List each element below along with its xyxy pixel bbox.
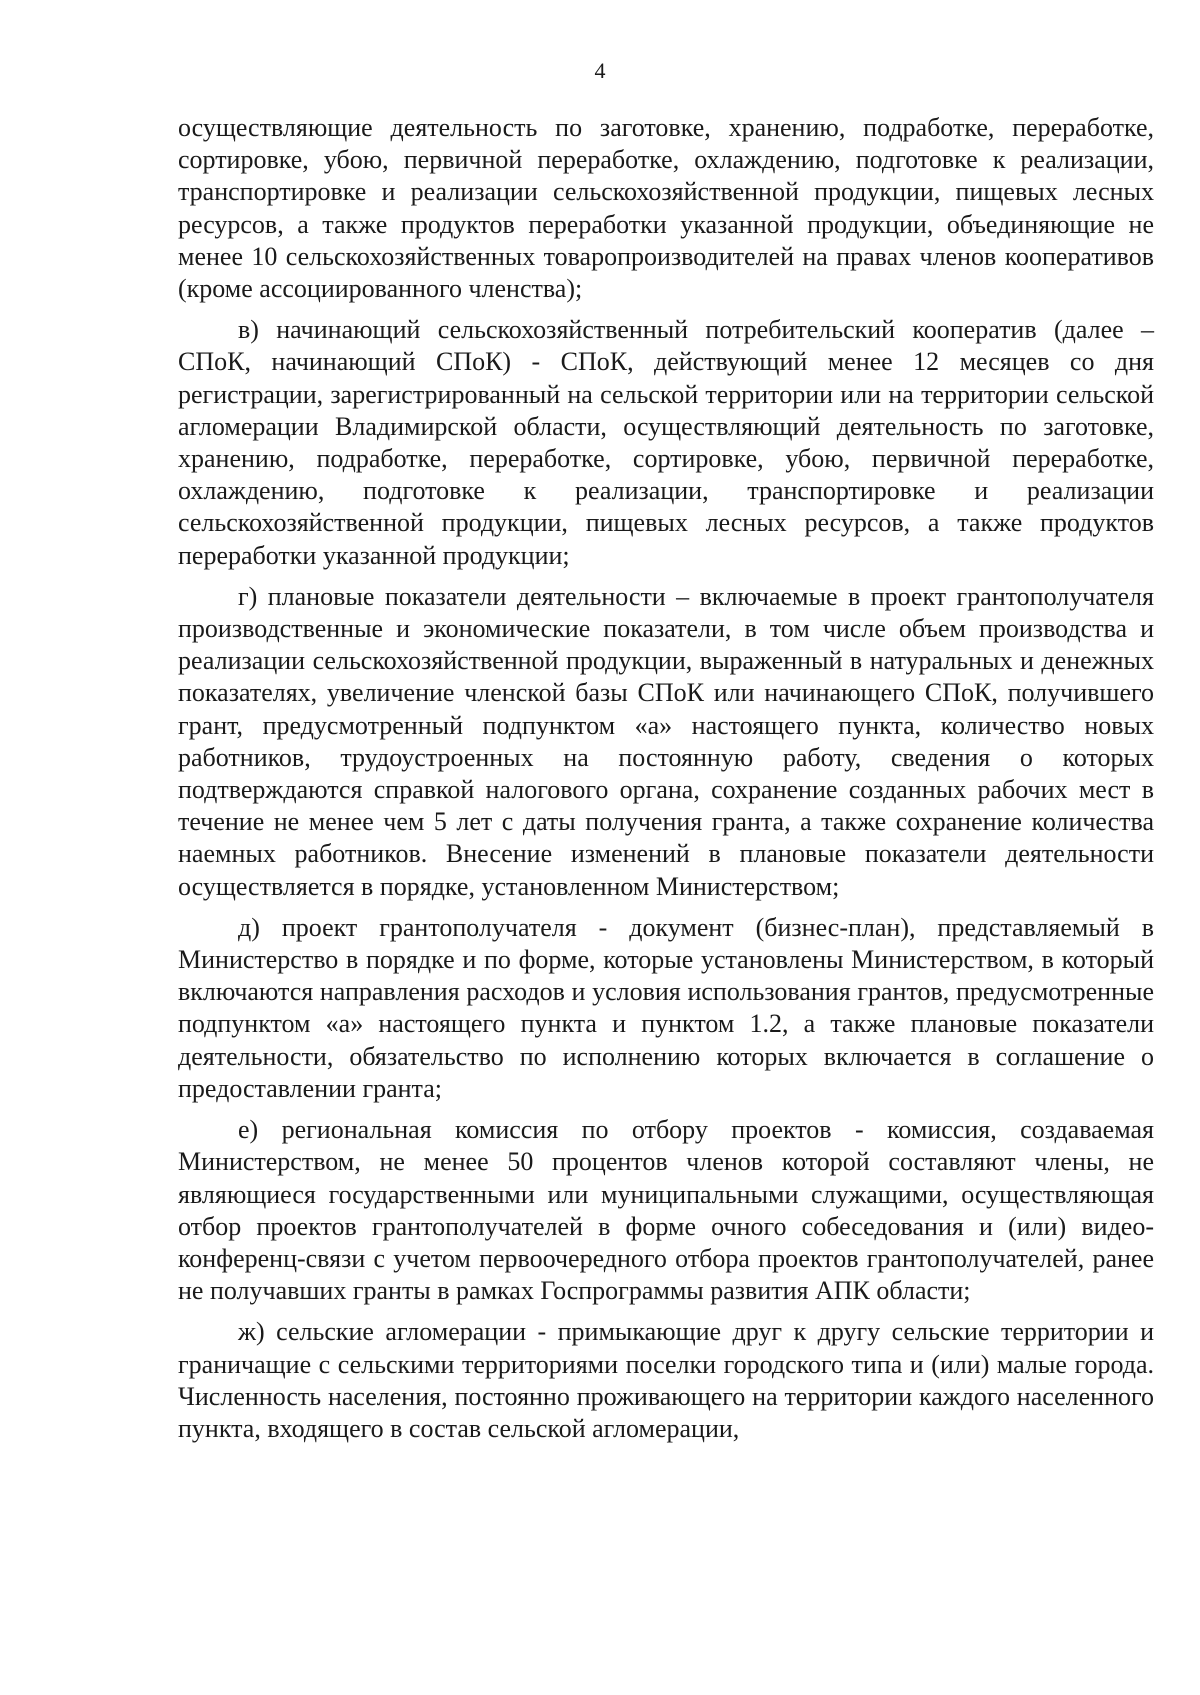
paragraph-item-e: е) региональная комиссия по отбору проектов - комиссия, создаваемая Министерством, не менее 50 процентов членов которой составляют члены, не являющиеся государственными или муниципальными служащими, осуществляющая отбор проектов грантополучателей в форме очного собеседования и (или) видео-конференц-связи с учетом первоочередного отбора проектов грантополучателей, ранее не получавших гранты в рамках Госпрограммы развития АПК области; bbox=[178, 1115, 1154, 1306]
document-body bbox=[178, 112, 1154, 1454]
paragraph-item-v: в) начинающий сельскохозяйственный потребительский кооператив (далее – СПоК, начинающий СПоК) - СПоК, действующий менее 12 месяцев со дня регистрации, зарегистрированный на сельской территории или на территории сельской агломерации Владимирской области, осуществляющий деятельность по заготовке, хранению, подработке, переработке, сортировке, убою, первичной переработке, охлаждению, подготовке к реализации, транспортировке и реализации сельскохозяйственной продукции, пищевых лесных ресурсов, а также продуктов переработки указанной продукции; bbox=[178, 315, 1154, 570]
paragraph-item-g: г) плановые показатели деятельности – включаемые в проект грантополучателя производственные и экономические показатели, в том числе объем производства и реализации сельскохозяйственной продукции, выраженный в натуральных и денежных показателях, увеличение членской базы СПоК или начинающего СПоК, получившего грант, предусмотренный подпунктом «а» настоящего пункта, количество новых работников, трудоустроенных на постоянную работу, сведения о которых подтверждаются справкой налогового органа, сохранение созданных рабочих мест в течение не менее чем 5 лет с даты получения гранта, а также сохранение количества наемных работников. Внесение изменений в плановые показатели деятельности осуществляется в порядке, установленном Министерством; bbox=[178, 581, 1154, 901]
paragraph-item-d: д) проект грантополучателя - документ (бизнес-план), представляемый в Министерство в порядке и по форме, которые установлены Министерством, в который включаются направления расходов и условия использования грантов, предусмотренные подпунктом «а» настоящего пункта и пунктом 1.2, а также плановые показатели деятельности, обязательство по исполнению которых включается в соглашение о предоставлении гранта; bbox=[178, 912, 1154, 1103]
page-number: 4 bbox=[594, 58, 606, 83]
paragraph-item-zh: ж) сельские агломерации - примыкающие друг к другу сельские территории и граничащие с сельскими территориями поселки городского типа и (или) малые города. Численность населения, постоянно проживающего на территории каждого населенного пункта, входящего в состав сельской агломерации, bbox=[178, 1317, 1154, 1443]
paragraph-continuation: осуществляющие деятельность по заготовке, хранению, подработке, переработке, сортировке, убою, первичной переработке, охлаждению, подготовке к реализации, транспортировке и реализации сельскохозяйственной продукции, пищевых лесных ресурсов, а также продуктов переработки указанной продукции, объединяющие не менее 10 сельскохозяйственных товаропроизводителей на правах членов кооперативов (кроме ассоциированного членства); bbox=[178, 113, 1154, 304]
